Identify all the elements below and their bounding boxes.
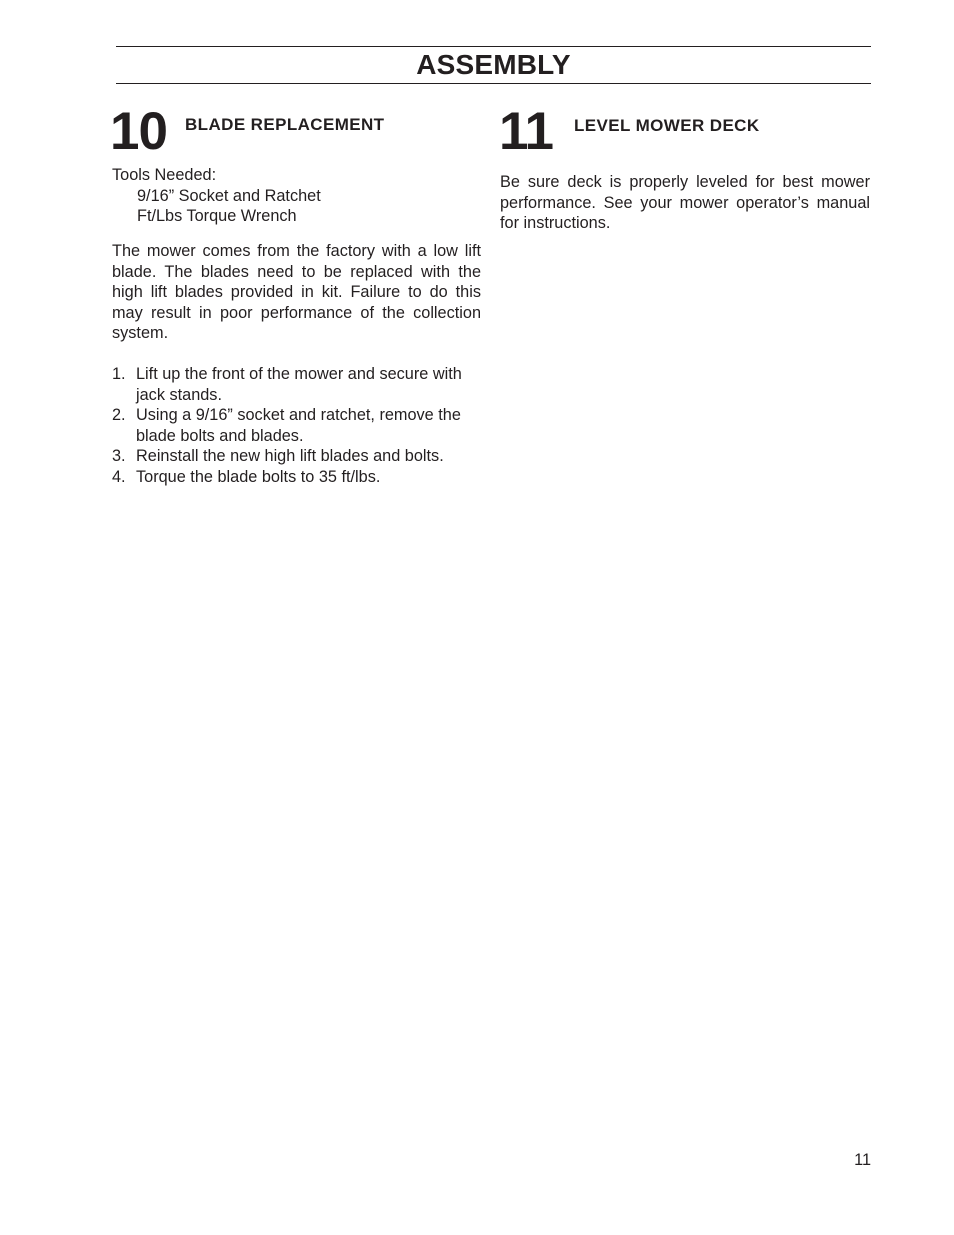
list-item-text: Reinstall the new high lift blades and bolts. xyxy=(136,447,444,465)
tool-item: 9/16” Socket and Ratchet xyxy=(137,186,321,205)
page-title: ASSEMBLY xyxy=(416,49,571,80)
list-item xyxy=(112,446,484,467)
tools-label: Tools Needed: xyxy=(112,166,217,184)
list-item-text: Using a 9/16” socket and ratchet, remove the blade bolts and blades. xyxy=(136,406,461,445)
tool-item: Ft/Lbs Torque Wrench xyxy=(137,207,297,225)
header-bottom-rule xyxy=(116,83,871,84)
list-item-text: Lift up the front of the mower and secure with jack stands. xyxy=(136,365,462,404)
list-item-number: 4. xyxy=(112,467,126,486)
intro-paragraph: The mower comes from the factory with a low lift blade. The blades need to be replaced with the high lift blades provided in kit. Failure to do this may result in poor performance of the collection system. xyxy=(112,242,481,342)
tools-needed xyxy=(112,165,484,227)
step-title: BLADE REPLACEMENT xyxy=(185,115,385,134)
step-number: 10 xyxy=(110,102,167,161)
list-item-number: 1. xyxy=(112,365,126,383)
page-number: 11 xyxy=(854,1151,871,1169)
steps-list xyxy=(112,364,484,487)
list-item-number: 3. xyxy=(112,447,126,465)
list-item-text: Torque the blade bolts to 35 ft/lbs. xyxy=(136,467,381,486)
step-number: 11 xyxy=(499,102,554,161)
list-item xyxy=(112,405,484,446)
list-item-number: 2. xyxy=(112,406,126,424)
list-item xyxy=(112,364,484,405)
step-title: LEVEL MOWER DECK xyxy=(574,116,760,135)
list-item xyxy=(112,467,484,488)
deck-paragraph: Be sure deck is properly leveled for best mower performance. See your mower operator’s manual for instructions. xyxy=(500,173,870,232)
